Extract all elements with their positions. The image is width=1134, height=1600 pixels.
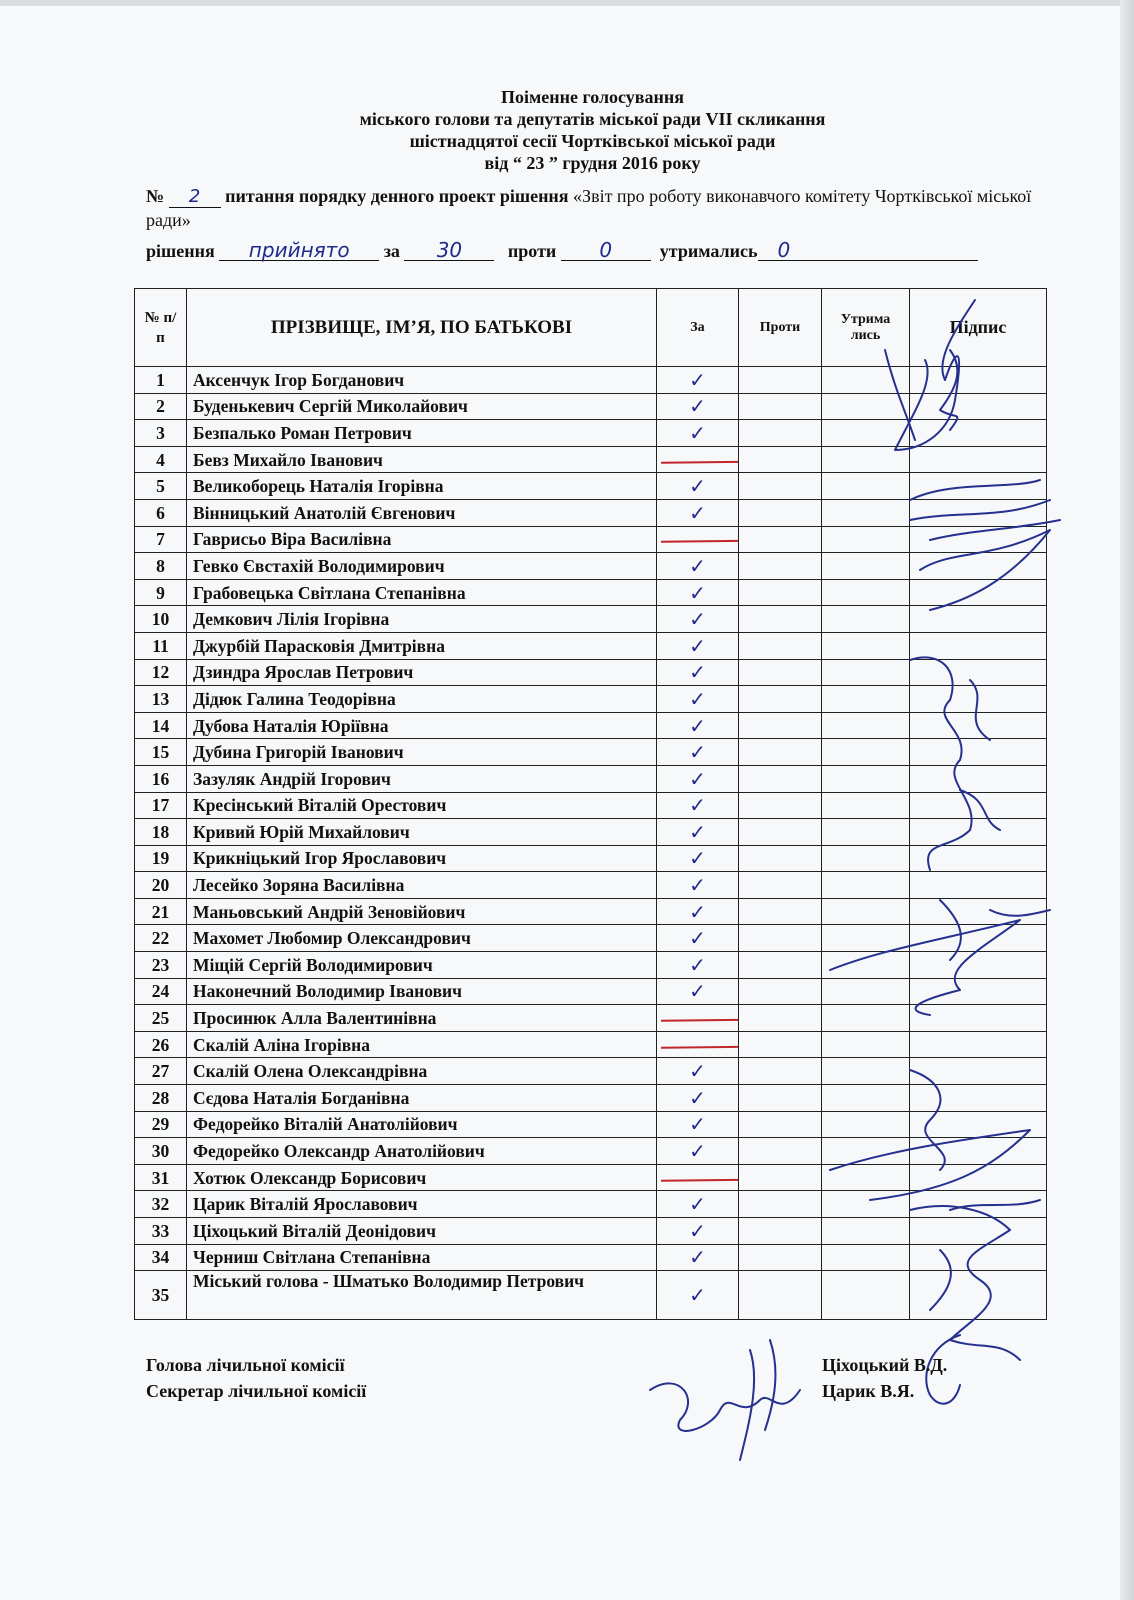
- check-mark-icon: ✓: [689, 1085, 706, 1110]
- check-mark-icon: ✓: [689, 793, 706, 818]
- row-name: Ціхоцький Віталій Деонідович: [187, 1218, 657, 1245]
- row-name: Зазуляк Андрій Ігорович: [187, 765, 657, 792]
- vote-against-cell: [739, 1271, 822, 1320]
- row-number: 10: [135, 606, 187, 633]
- row-name: Буденькевич Сергій Миколайович: [187, 393, 657, 420]
- vote-against-cell: [739, 499, 822, 526]
- row-name: Міщій Сергій Володимирович: [187, 952, 657, 979]
- row-number: 23: [135, 952, 187, 979]
- row-name: Дідюк Галина Теодорівна: [187, 686, 657, 713]
- row-number: 15: [135, 739, 187, 766]
- vote-for-cell: [657, 1218, 739, 1245]
- signature-scribble-top: [855, 290, 1035, 460]
- scan-edge-top: [0, 0, 1134, 6]
- row-name: Маньовський Андрій Зеновійович: [187, 898, 657, 925]
- vote-abstain-cell: [822, 659, 910, 686]
- vote-for-cell: [657, 1138, 739, 1165]
- check-mark-icon: ✓: [689, 686, 706, 711]
- row-name: Великоборець Наталія Ігорівна: [187, 473, 657, 500]
- row-number: 9: [135, 579, 187, 606]
- vote-against-cell: [739, 1031, 822, 1058]
- row-number: 16: [135, 765, 187, 792]
- absence-strike-line: [661, 538, 739, 543]
- vote-for-cell: [657, 659, 739, 686]
- header-subtitle: міського голови та депутатів міської ради VІІ скликання: [359, 109, 826, 129]
- vote-abstain-cell: [822, 632, 910, 659]
- row-name: Царик Віталій Ярославович: [187, 1191, 657, 1218]
- vote-against-cell: [739, 1005, 822, 1032]
- vote-for-cell: [657, 952, 739, 979]
- check-mark-icon: ✓: [689, 926, 706, 951]
- check-mark-icon: ✓: [689, 553, 706, 578]
- vote-against-cell: [739, 686, 822, 713]
- row-number: 14: [135, 712, 187, 739]
- check-mark-icon: ✓: [689, 607, 706, 632]
- check-mark-icon: ✓: [689, 1283, 706, 1308]
- check-mark-icon: ✓: [689, 1218, 706, 1243]
- check-mark-icon: ✓: [689, 367, 706, 392]
- row-name: Махомет Любомир Олександрович: [187, 925, 657, 952]
- vote-against-cell: [739, 526, 822, 553]
- secretary-name: Царик В.Я.: [822, 1381, 915, 1401]
- row-number: 3: [135, 420, 187, 447]
- header-against: Проти: [739, 289, 822, 367]
- row-number: 11: [135, 632, 187, 659]
- check-mark-icon: ✓: [689, 952, 706, 977]
- decision-label: рішення: [146, 241, 215, 261]
- vote-for-cell: [657, 553, 739, 580]
- row-name: Просинюк Алла Валентинівна: [187, 1005, 657, 1032]
- vote-for-cell: [657, 978, 739, 1005]
- vote-for-cell: [657, 765, 739, 792]
- row-name: Вінницький Анатолій Євгенович: [187, 499, 657, 526]
- check-mark-icon: ✓: [689, 1139, 706, 1164]
- vote-against-cell: [739, 606, 822, 633]
- signature-scribble-4: [820, 880, 1060, 1020]
- row-number: 34: [135, 1244, 187, 1271]
- vote-for-cell: [657, 632, 739, 659]
- row-number: 18: [135, 819, 187, 846]
- vote-against-cell: [739, 952, 822, 979]
- vote-against-cell: [739, 553, 822, 580]
- vote-against-cell: [739, 739, 822, 766]
- row-name: Федорейко Олександр Анатолійович: [187, 1138, 657, 1165]
- row-number: 17: [135, 792, 187, 819]
- absence-strike-line: [661, 1043, 739, 1048]
- vote-for-cell: [657, 1164, 739, 1191]
- absence-strike-line: [661, 1176, 739, 1181]
- check-mark-icon: ✓: [689, 394, 706, 419]
- row-number: 31: [135, 1164, 187, 1191]
- row-number: 28: [135, 1085, 187, 1112]
- row-name: Скалій Аліна Ігорівна: [187, 1031, 657, 1058]
- check-mark-icon: ✓: [689, 899, 706, 924]
- absence-strike-line: [661, 1016, 739, 1021]
- row-number: 8: [135, 553, 187, 580]
- row-name: Дзиндра Ярослав Петрович: [187, 659, 657, 686]
- vote-against-cell: [739, 925, 822, 952]
- header-title: Поіменне голосування: [500, 87, 685, 107]
- vote-abstain-cell: [822, 819, 910, 846]
- vote-for-cell: [657, 898, 739, 925]
- absence-strike-line: [661, 458, 739, 463]
- vote-for-cell: [657, 1191, 739, 1218]
- check-mark-icon: ✓: [689, 580, 706, 605]
- row-name: Черниш Світлана Степанівна: [187, 1244, 657, 1271]
- header-signature: Підпис: [910, 289, 1047, 367]
- vote-for-cell: [657, 393, 739, 420]
- vote-against-cell: [739, 579, 822, 606]
- row-name: Аксенчук Ігор Богданович: [187, 367, 657, 394]
- vote-against-cell: [739, 765, 822, 792]
- row-name: Безпалько Роман Петрович: [187, 420, 657, 447]
- vote-abstain-cell: [822, 1031, 910, 1058]
- vote-against-cell: [739, 845, 822, 872]
- row-number: 35: [135, 1271, 187, 1320]
- check-mark-icon: ✓: [689, 420, 706, 445]
- vote-for-cell: [657, 367, 739, 394]
- check-mark-icon: ✓: [689, 740, 706, 765]
- row-name: Дубина Григорій Іванович: [187, 739, 657, 766]
- vote-against-cell: [739, 367, 822, 394]
- for-count: 30: [404, 240, 494, 261]
- row-number: 4: [135, 446, 187, 473]
- check-mark-icon: ✓: [689, 1192, 706, 1217]
- decision-value: прийнято: [219, 240, 379, 261]
- vote-for-cell: [657, 872, 739, 899]
- row-number: 13: [135, 686, 187, 713]
- abstain-label: утримались: [659, 241, 758, 261]
- vote-for-cell: [657, 606, 739, 633]
- row-name: Джурбій Парасковія Дмитрівна: [187, 632, 657, 659]
- vote-abstain-cell: [822, 712, 910, 739]
- row-name: Демкович Лілія Ігорівна: [187, 606, 657, 633]
- check-mark-icon: ✓: [689, 766, 706, 791]
- check-mark-icon: ✓: [689, 660, 706, 685]
- row-number: 25: [135, 1005, 187, 1032]
- row-name: Кривий Юрій Михайлович: [187, 819, 657, 846]
- check-mark-icon: ✓: [689, 713, 706, 738]
- vote-for-cell: [657, 845, 739, 872]
- vote-against-cell: [739, 819, 822, 846]
- vote-for-cell: [657, 925, 739, 952]
- vote-against-cell: [739, 872, 822, 899]
- vote-abstain-cell: [822, 765, 910, 792]
- row-name: Міський голова - Шматько Володимир Петрович: [187, 1271, 657, 1320]
- issue-text: «Звіт про роботу виконавчого комітету Чортківської міської ради»: [146, 186, 1032, 230]
- row-number: 24: [135, 978, 187, 1005]
- table-row: [135, 1031, 1047, 1058]
- vote-for-cell: [657, 1058, 739, 1085]
- vote-for-cell: [657, 420, 739, 447]
- issue-number: 2: [169, 187, 221, 208]
- row-name: Скалій Олена Олександрівна: [187, 1058, 657, 1085]
- row-number: 33: [135, 1218, 187, 1245]
- vote-for-cell: [657, 1111, 739, 1138]
- vote-for-cell: [657, 1244, 739, 1271]
- vote-for-cell: [657, 792, 739, 819]
- header-num: № п/п: [135, 289, 187, 367]
- check-mark-icon: ✓: [689, 633, 706, 658]
- row-number: 5: [135, 473, 187, 500]
- header-date: від “ 23 ” грудня 2016 року: [484, 153, 701, 173]
- row-number: 1: [135, 367, 187, 394]
- chair-name: Ціхоцький В.Д.: [822, 1355, 948, 1375]
- vote-for-cell: [657, 739, 739, 766]
- issue-lead: питання порядку денного проект рішення: [225, 186, 569, 206]
- commission-footer: [146, 1352, 1006, 1404]
- vote-abstain-cell: [822, 739, 910, 766]
- vote-for-cell: [657, 499, 739, 526]
- vote-against-cell: [739, 978, 822, 1005]
- vote-against-cell: [739, 393, 822, 420]
- row-name: Крикніцький Ігор Ярославович: [187, 845, 657, 872]
- row-name: Гаврисьо Віра Василівна: [187, 526, 657, 553]
- vote-for-cell: [657, 446, 739, 473]
- vote-abstain-cell: [822, 845, 910, 872]
- row-number: 32: [135, 1191, 187, 1218]
- row-number: 12: [135, 659, 187, 686]
- agenda-issue: [146, 184, 1046, 232]
- vote-abstain-cell: [822, 792, 910, 819]
- vote-against-cell: [739, 898, 822, 925]
- abstain-count: 0: [758, 240, 978, 261]
- against-count: 0: [561, 240, 651, 261]
- row-number: 19: [135, 845, 187, 872]
- row-name: Кресінський Віталій Орестович: [187, 792, 657, 819]
- vote-against-cell: [739, 420, 822, 447]
- vote-for-cell: [657, 526, 739, 553]
- row-number: 29: [135, 1111, 187, 1138]
- row-number: 6: [135, 499, 187, 526]
- vote-for-cell: [657, 473, 739, 500]
- secretary-label: Секретар лічильної комісії: [146, 1381, 367, 1401]
- check-mark-icon: ✓: [689, 979, 706, 1004]
- vote-for-cell: [657, 1271, 739, 1320]
- vote-against-cell: [739, 632, 822, 659]
- vote-against-cell: [739, 446, 822, 473]
- vote-against-cell: [739, 659, 822, 686]
- vote-against-cell: [739, 712, 822, 739]
- row-name: Бевз Михайло Іванович: [187, 446, 657, 473]
- header-session: шістнадцятої сесії Чортківської міської ради: [409, 131, 776, 151]
- row-name: Хотюк Олександр Борисович: [187, 1164, 657, 1191]
- check-mark-icon: ✓: [689, 846, 706, 871]
- signature-scribble-3: [900, 640, 1020, 880]
- vote-against-cell: [739, 473, 822, 500]
- vote-for-cell: [657, 712, 739, 739]
- row-number: 22: [135, 925, 187, 952]
- signature-cell: [910, 1031, 1047, 1058]
- check-mark-icon: ✓: [689, 1112, 706, 1137]
- vote-for-cell: [657, 1031, 739, 1058]
- vote-for-cell: [657, 1005, 739, 1032]
- row-number: 27: [135, 1058, 187, 1085]
- issue-prefix: №: [146, 186, 165, 206]
- vote-for-cell: [657, 579, 739, 606]
- check-mark-icon: ✓: [689, 500, 706, 525]
- row-number: 7: [135, 526, 187, 553]
- vote-abstain-cell: [822, 686, 910, 713]
- header-name: ПРІЗВИЩЕ, ІМ’Я, ПО БАТЬКОВІ: [187, 289, 657, 367]
- for-label: за: [383, 241, 400, 261]
- row-number: 20: [135, 872, 187, 899]
- against-label: проти: [507, 241, 557, 261]
- row-number: 2: [135, 393, 187, 420]
- row-name: Лесейко Зоряна Василівна: [187, 872, 657, 899]
- chair-label: Голова лічильної комісії: [146, 1355, 345, 1375]
- scan-edge-right: [1120, 0, 1134, 1600]
- row-name: Гевко Євстахій Володимирович: [187, 553, 657, 580]
- row-number: 21: [135, 898, 187, 925]
- row-number: 30: [135, 1138, 187, 1165]
- row-name: Сєдова Наталія Богданівна: [187, 1085, 657, 1112]
- row-name: Дубова Наталія Юріївна: [187, 712, 657, 739]
- check-mark-icon: ✓: [689, 873, 706, 898]
- row-number: 26: [135, 1031, 187, 1058]
- row-name: Федорейко Віталій Анатолійович: [187, 1111, 657, 1138]
- vote-for-cell: [657, 819, 739, 846]
- row-name: Наконечний Володимир Іванович: [187, 978, 657, 1005]
- signature-scribble-2: [890, 470, 1070, 630]
- vote-against-cell: [739, 792, 822, 819]
- vote-for-cell: [657, 1085, 739, 1112]
- check-mark-icon: ✓: [689, 1059, 706, 1084]
- decision-line: [146, 240, 1046, 262]
- header-abstain: Утрима лись: [822, 289, 910, 367]
- row-name: Грабовецька Світлана Степанівна: [187, 579, 657, 606]
- check-mark-icon: ✓: [689, 1245, 706, 1270]
- vote-against-cell: [739, 1244, 822, 1271]
- check-mark-icon: ✓: [689, 474, 706, 499]
- vote-for-cell: [657, 686, 739, 713]
- check-mark-icon: ✓: [689, 819, 706, 844]
- header-for: За: [657, 289, 739, 367]
- document-header: [140, 86, 1045, 174]
